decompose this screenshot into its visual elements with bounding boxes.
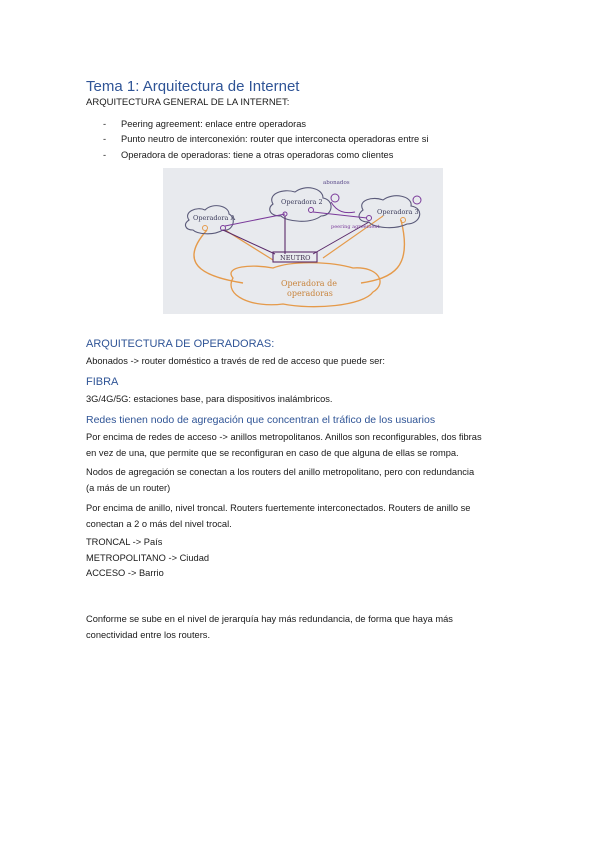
diagram-label: Operadora 2 xyxy=(281,198,323,206)
paragraph: (a más de un router) xyxy=(86,483,171,493)
paragraph: Por encima de anillo, nivel troncal. Routers fuertemente interconectados. Routers de anillo se xyxy=(86,503,471,513)
list-item: TRONCAL -> País xyxy=(86,537,163,547)
section-heading: ARQUITECTURA DE OPERADORAS: xyxy=(86,338,275,350)
list-item: METROPOLITANO -> Ciudad xyxy=(86,552,210,563)
diagram-label: Operadora A xyxy=(193,214,236,222)
list-item xyxy=(103,117,429,132)
page-title: Tema 1: Arquitectura de Internet xyxy=(86,78,300,95)
diagram-label: peering agreement xyxy=(331,224,380,230)
bullet-text: Operadora de operadoras: tiene a otras operadoras como clientes xyxy=(121,149,394,160)
paragraph: en vez de una, que permite que se reconfiguran en caso de que alguna de ellas se rompa. xyxy=(86,448,459,458)
paragraph: conectan a 2 o más del nivel trocal. xyxy=(86,519,232,529)
diagram-label: NEUTRO xyxy=(280,254,311,262)
bullet-text: Peering agreement: enlace entre operadoras xyxy=(121,119,307,129)
list-item: ACCESO -> Barrio xyxy=(86,568,164,579)
section-heading: FIBRA xyxy=(86,376,119,388)
bullet-list xyxy=(103,117,429,163)
bullet-marker: - xyxy=(103,119,107,129)
diagram-label: Operadora de xyxy=(281,279,337,288)
diagram-label: operadoras xyxy=(287,289,333,298)
diagram-label: Operadora 3 xyxy=(377,208,419,216)
bullet-marker: - xyxy=(103,149,107,160)
list-item xyxy=(103,148,429,163)
paragraph: Por encima de redes de acceso -> anillos metropolitanos. Anillos son reconfigurables, dos fibras xyxy=(86,432,482,442)
section-subtitle: ARQUITECTURA GENERAL DE LA INTERNET: xyxy=(86,97,290,108)
network-diagram-photo xyxy=(163,168,443,314)
levels-list xyxy=(86,535,209,582)
handdrawn-diagram xyxy=(163,168,443,314)
list-item xyxy=(103,132,429,147)
paragraph: Abonados -> router doméstico a través de red de acceso que puede ser: xyxy=(86,356,385,366)
paragraph: conectividad entre los routers. xyxy=(86,630,211,640)
paragraph: 3G/4G/5G: estaciones base, para dispositivos inalámbricos. xyxy=(86,394,333,404)
bullet-marker: - xyxy=(103,134,107,145)
section-heading: Redes tienen nodo de agregación que concentran el tráfico de los usuarios xyxy=(86,414,436,426)
bullet-text: Punto neutro de interconexión: router que interconecta operadoras entre si xyxy=(121,134,429,145)
paragraph: Conforme se sube en el nivel de jerarquía hay más redundancia, de forma que haya más xyxy=(86,614,453,624)
paragraph: Nodos de agregación se conectan a los routers del anillo metropolitano, pero con redundancia xyxy=(86,467,475,477)
diagram-label: abonados xyxy=(323,180,350,186)
